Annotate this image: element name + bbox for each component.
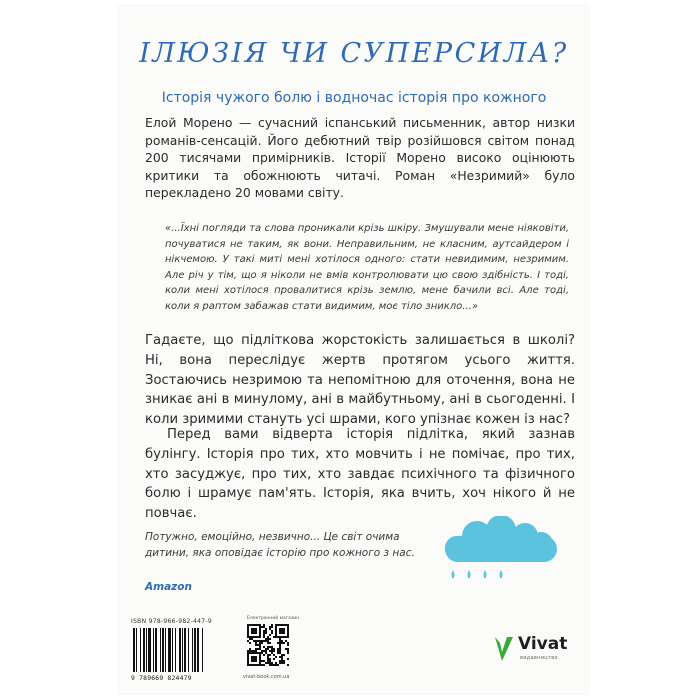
blurb-paragraph-2: Перед вами відверта історія підлітка, який зазнав булінгу. Історія про тих, хто мовчить і не помічає, про тих, хто засуджує, про тих, хто завдає психічного та фізичного болю і шрамує пам'ять. Історія, яка вчить, хоч нікого й не повчає. [145, 427, 575, 522]
publisher-subtitle: видавництво [520, 655, 558, 661]
praise-source: Amazon [145, 581, 192, 593]
website-label: vivat-book.com.ua [243, 674, 290, 680]
barcode-icon [131, 628, 231, 674]
publisher-name: Vivat [518, 634, 568, 654]
vivat-logo-icon [494, 635, 514, 663]
book-quote: «...Їхні погляди та слова проникали крізь шкіру. Змушували мене ніяковіти, почуватися не таким, як вони. Неправильним, не класним, аутсайдером і нікчемою. У такі миті мені хотілося одного: стати невидимим, незримим. Але річ у тім, що я ніколи не вмів контролювати цю свою здібність. І тоді, коли мені хотілося провалитися крізь землю, мене бачили всі. Але тоді, коли я раптом забажав стати видимим, моє тіло зникло...» [165, 223, 569, 312]
blurb-paragraph-1: Гадаєте, що підліткова жорстокість залишається в школі? Ні, вона переслідує жертв протягом усього життя. Зостаючись незримою та непомітною для оточення, вона не зникає ані в минулому, ані в майбутньому, ані в сьогоденні. І коли зримими стануть усі шрами, кого упізнає кожен із нас? [145, 333, 575, 428]
publisher-logo [494, 631, 574, 671]
subtitle: Історія чужого болю і водночас історія про кожного [161, 90, 547, 106]
barcode-number: 9 789669 824479 [131, 674, 192, 682]
isbn-label: ISBN 978-966-982-447-9 [131, 618, 212, 625]
praise-quote: Потужно, емоційно, незвично... Це світ очима дитини, яка оповідає історію про кожного з нас. [145, 531, 415, 559]
back-cover [119, 6, 589, 694]
page-title: ІЛЮЗІЯ ЧИ СУПЕРСИЛА? [139, 38, 569, 69]
author-paragraph: Елой Морено — сучасний іспанський письменник, автор низки романів-сенсацій. Його дебютний твір розійшовся світом понад 200 тисячами примірників. Історії Морено високо оцінюють критики та обожнюють читачі. Роман «Незримий» було перекладено 20 мовами світу. [145, 115, 575, 200]
cloud-rain-icon [439, 516, 569, 586]
qr-code-icon [247, 624, 289, 666]
qr-label: Електронний магазин [247, 616, 300, 621]
